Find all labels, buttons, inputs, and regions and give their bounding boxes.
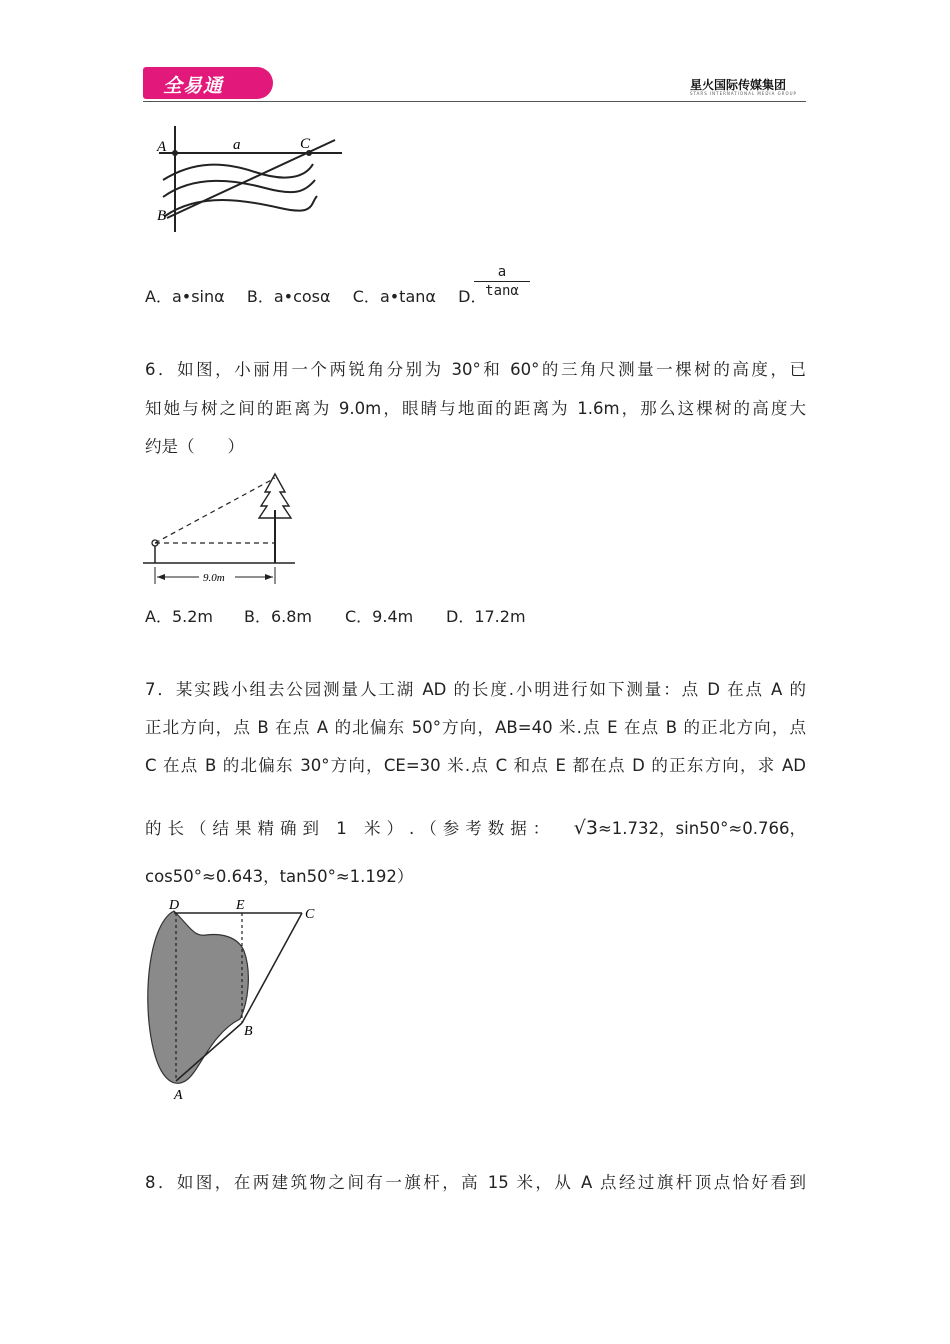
q6-text-line-3: 约是（ ） <box>145 437 244 456</box>
q5-option-a: a•sinα <box>171 287 225 306</box>
q5-options <box>145 286 486 308</box>
publisher-name: 星火国际传媒集团 <box>690 78 787 92</box>
logo-text: 全易通 <box>163 75 224 97</box>
q6-tree-figure <box>143 470 298 590</box>
q5-option-c: a•tanα <box>379 287 436 306</box>
q7-label-b: B <box>244 1024 253 1039</box>
q5-option-d-letter: D． <box>458 287 487 306</box>
q5-label-a-point: A <box>157 139 167 155</box>
header-divider <box>143 101 806 102</box>
publisher-name-en: STARS INTERNATIONAL MEDIA GROUP <box>690 91 797 96</box>
q8-text-line-1: 8．如图，在两建筑物之间有一旗杆，高 15 米，从 A 点经过旗杆顶点恰好看到 <box>145 1173 806 1192</box>
q7-text-line-5: cos50°≈0.643，tan50°≈1.192） <box>145 867 414 886</box>
q5-option-b: a•cosα <box>273 287 331 306</box>
fraction-bar <box>474 281 530 282</box>
q5-label-b-point: B <box>157 208 167 224</box>
q5-label-c-point: C <box>300 136 311 152</box>
q7-lake-figure <box>140 893 340 1108</box>
q6-text-line-2: 知她与树之间的距离为 9.0m，眼睛与地面的距离为 1.6m，那么这棵树的高度大 <box>145 399 806 418</box>
q5-option-b-letter: B． <box>246 287 274 306</box>
q7-label-d: D <box>169 898 180 913</box>
q5-option-d-numerator: a <box>497 264 507 280</box>
sqrt-three-symbol: √3 <box>573 817 598 839</box>
q5-river-figure <box>145 122 350 237</box>
q6-option-d: D．17.2m <box>446 607 526 626</box>
q7-label-e: E <box>236 898 245 913</box>
q7-text-line-1: 7．某实践小组去公园测量人工湖 AD 的长度.小明进行如下测量：点 D 在点 A 的 <box>145 680 806 699</box>
q6-option-c: C．9.4m <box>345 607 414 626</box>
q7-text-line-4 <box>145 817 806 840</box>
q7-text-line-4-post: ≈1.732，sin50°≈0.766， <box>597 819 806 838</box>
q7-text-line-4-pre: 的长（结果精确到 1 米）.（参考数据： <box>145 819 556 838</box>
q6-option-a: A．5.2m <box>145 607 213 626</box>
q5-option-c-letter: C． <box>352 287 380 306</box>
q6-figure-distance-label: 9.0m <box>203 572 225 584</box>
q7-text-line-2: 正北方向，点 B 在点 A 的北偏东 50°方向，AB=40 米.点 E 在点 B 的正北方向，点 <box>145 718 806 737</box>
q7-label-c: C <box>305 907 315 922</box>
q7-text-line-3: C 在点 B 的北偏东 30°方向，CE=30 米.点 C 和点 E 都在点 D 的正东方向，求 AD <box>145 756 806 775</box>
q7-label-a: A <box>174 1088 183 1103</box>
q6-option-b: B．6.8m <box>244 607 313 626</box>
q5-option-d-fraction <box>474 264 530 299</box>
q6-text-line-1: 6．如图，小丽用一个两锐角分别为 30°和 60°的三角尺测量一棵树的高度，已 <box>145 360 806 379</box>
q5-option-d-denominator: tanα <box>485 283 519 299</box>
q5-label-side-a: a <box>233 137 241 153</box>
q5-option-a-letter: A． <box>145 287 172 306</box>
